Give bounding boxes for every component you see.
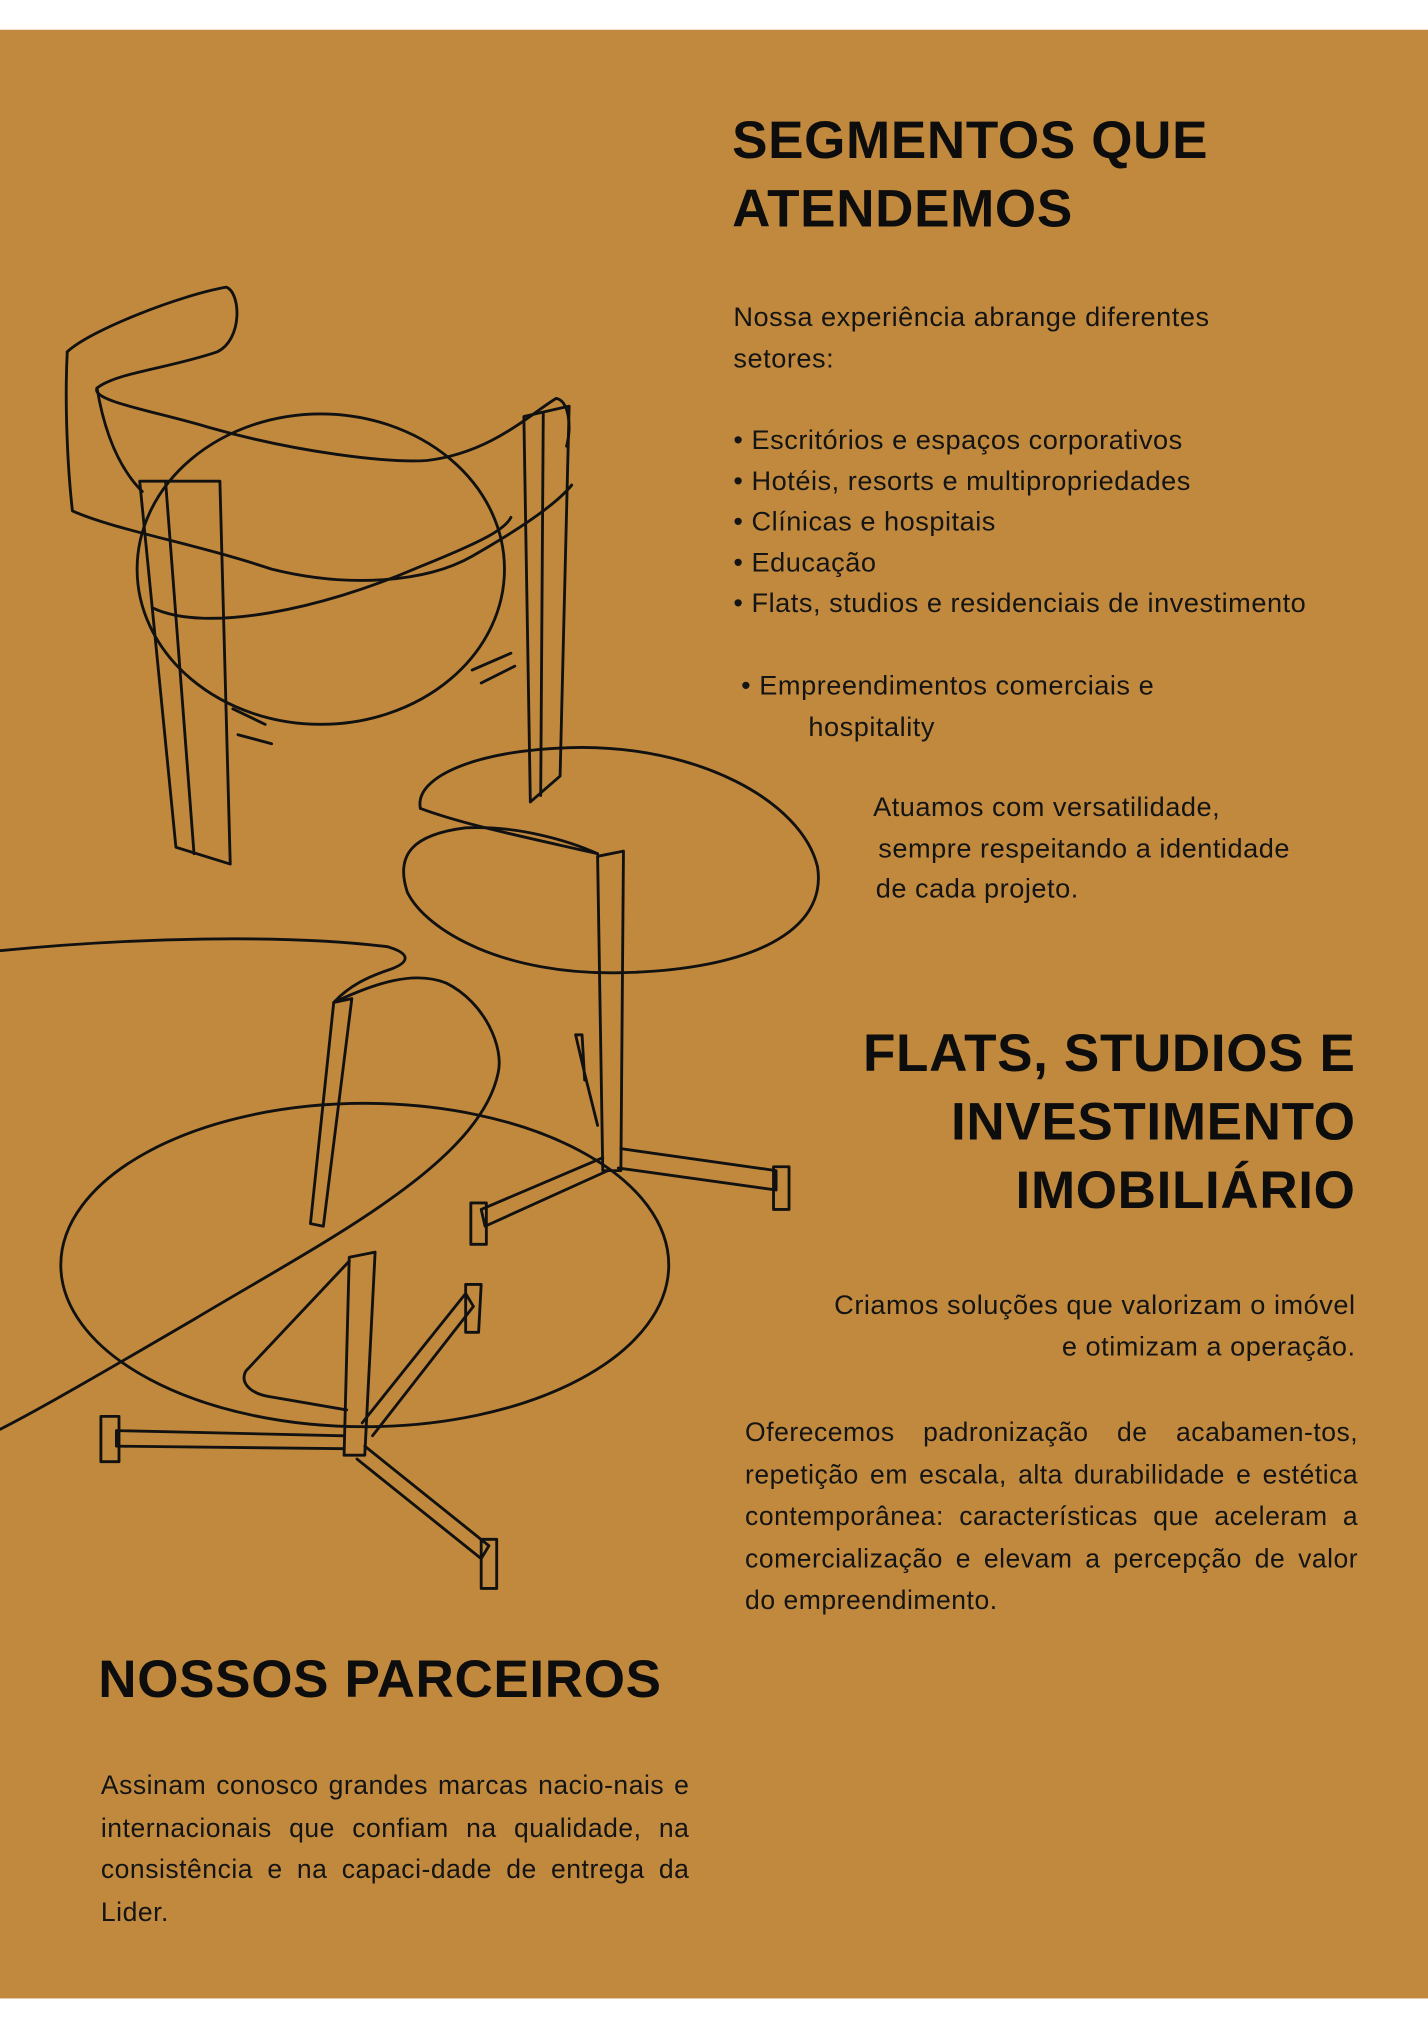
segments-intro-line: Nossa experiência abrange diferentes — [733, 302, 1210, 333]
list-item: Empreendimentos comerciais e — [759, 671, 1155, 702]
flats-title-line: IMOBILIÁRIO — [1015, 1160, 1356, 1220]
partners-title: NOSSOS PARCEIROS — [98, 1649, 662, 1709]
segments-title-line: SEGMENTOS QUE — [732, 109, 1209, 170]
partners-body: Assinam conosco grandes marcas nacio-nais e internacionais que confiam na qualidade, na consistência e na capaci-dade de entrega da Lider. — [100, 1770, 690, 1927]
segments-intro-line: setores: — [733, 343, 835, 374]
flats-paragraph-line: Criamos soluções que valorizam o imóvel — [834, 1290, 1356, 1321]
segments-list — [733, 420, 1306, 624]
list-item-continuation: hospitality — [808, 712, 935, 742]
flats-title-line: FLATS, STUDIOS E — [863, 1023, 1356, 1083]
flats-paragraph-2: Oferecemos padronização de acabamen-tos, repetição em escala, alta durabilidade e estética contemporânea: características que aceleram a comercialização e elevam a percepção de valor do empreendimento. — [745, 1417, 1359, 1616]
segments-intro — [733, 298, 1209, 379]
list-item: • Flats, studios e residenciais de investimento — [733, 583, 1306, 624]
chair-sketch — [66, 287, 571, 864]
list-item: • Hotéis, resorts e multipropriedades — [733, 461, 1306, 502]
closing-line: de cada projeto. — [875, 874, 1079, 905]
flats-paragraph-1 — [745, 1286, 1356, 1367]
list-item: • Educação — [733, 543, 1306, 584]
round-table-sketch — [0, 939, 669, 1589]
flats-title-line: INVESTIMENTO — [951, 1091, 1356, 1152]
flats-title — [863, 1019, 1356, 1225]
segments-last-item: • Empreendimentos comerciais e hospitality — [741, 671, 1155, 742]
closing-line: sempre respeitando a identidade — [878, 833, 1290, 864]
list-item: • Clínicas e hospitais — [733, 502, 1306, 543]
closing-line: Atuamos com versatilidade, — [873, 792, 1221, 823]
list-item: • Escritórios e espaços corporativos — [733, 420, 1306, 461]
segments-closing — [873, 788, 1290, 910]
flats-paragraph-line: e otimizam a operação. — [1061, 1331, 1356, 1362]
segments-title — [732, 106, 1208, 243]
segments-title-line: ATENDEMOS — [732, 178, 1073, 239]
